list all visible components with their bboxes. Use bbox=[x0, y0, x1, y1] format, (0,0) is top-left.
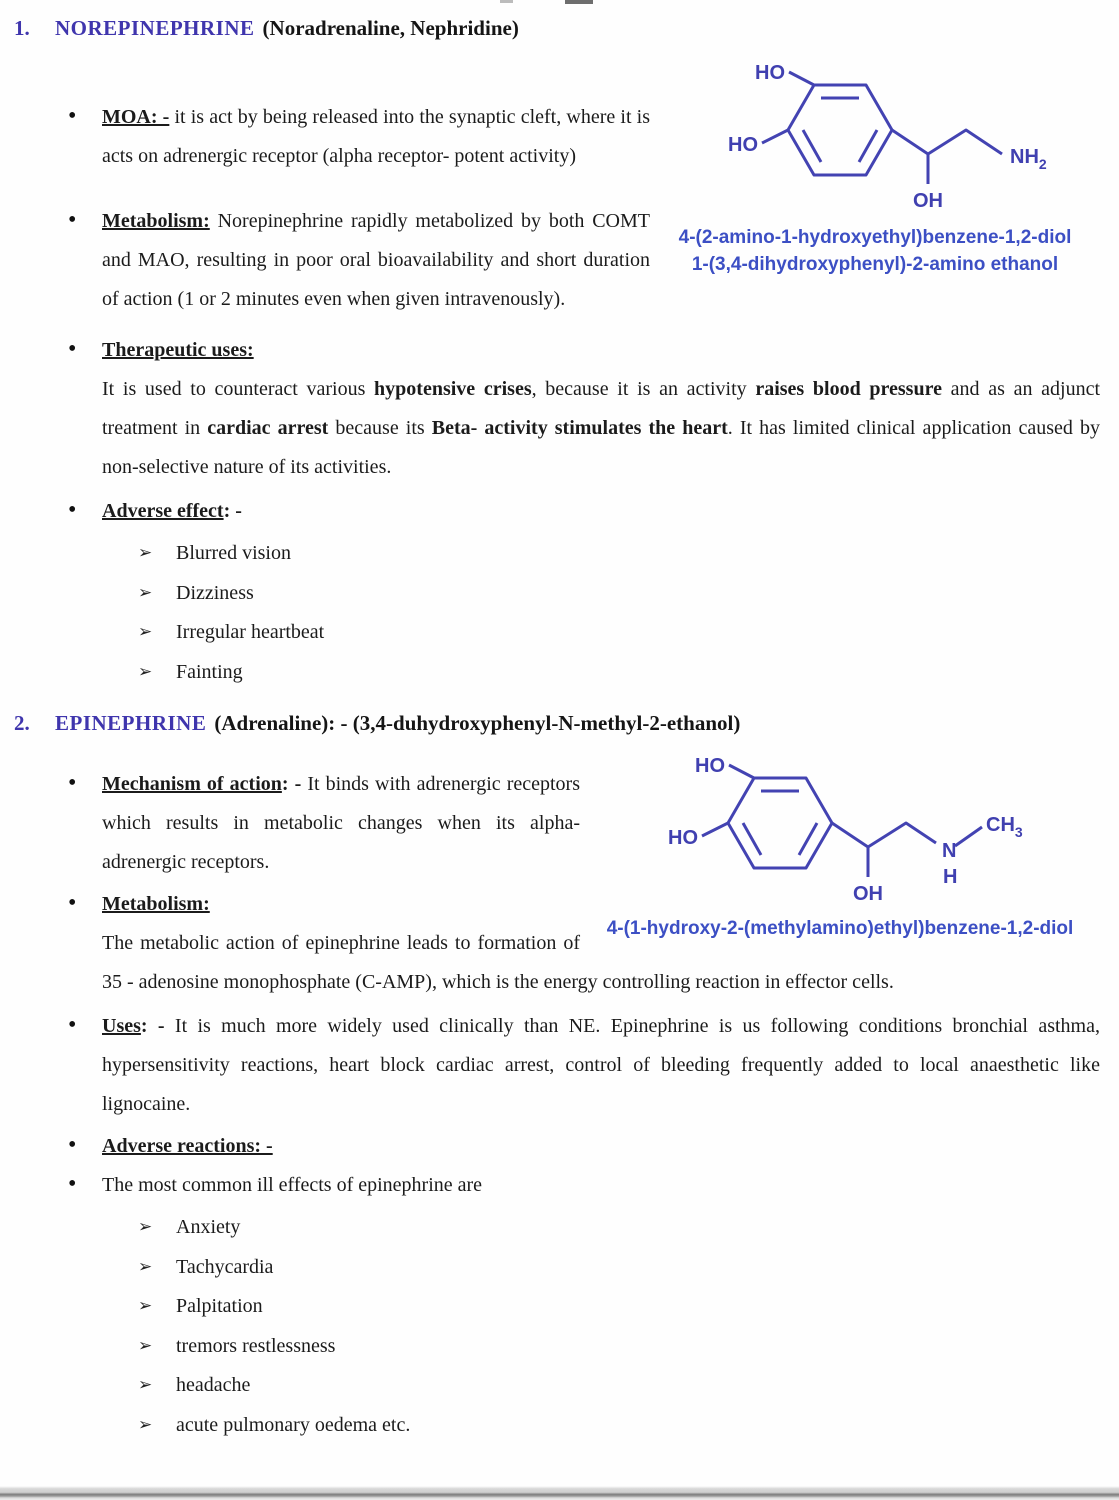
structure-caption-1: 4-(2-amino-1-hydroxyethyl)benzene-1,2-diol bbox=[678, 227, 1072, 248]
common-ill-effects-item bbox=[68, 1166, 1100, 1205]
therapeutic-uses-label: Therapeutic uses: bbox=[102, 339, 254, 361]
ill-effects-list bbox=[14, 1208, 1100, 1445]
list-item-label: Anxiety bbox=[176, 1216, 241, 1238]
arrow-icon: ➢ bbox=[138, 661, 153, 682]
atom-label-ho-top: HO bbox=[695, 755, 725, 777]
top-edge-artifact bbox=[565, 0, 593, 4]
adverse-effect-label: Adverse effect bbox=[102, 500, 224, 522]
uses-label: Uses bbox=[102, 1015, 141, 1037]
list-item bbox=[138, 1248, 1100, 1288]
list-item bbox=[138, 1327, 1100, 1367]
text-run-bold: hypotensive crises bbox=[374, 378, 532, 400]
atom-label-h: H bbox=[943, 866, 958, 888]
section-1-heading bbox=[14, 14, 1100, 42]
therapeutic-uses-item bbox=[68, 331, 1100, 370]
moa-label: MOA: - bbox=[102, 106, 170, 128]
list-item-label: headache bbox=[176, 1374, 251, 1396]
metabolism-item bbox=[68, 202, 1100, 319]
atom-label-n: N bbox=[942, 840, 957, 862]
list-item bbox=[138, 1406, 1100, 1446]
heading-number: 1. bbox=[14, 16, 30, 40]
arrow-icon: ➢ bbox=[138, 1414, 153, 1435]
bullet-icon: • bbox=[68, 890, 77, 916]
list-item-label: acute pulmonary oedema etc. bbox=[176, 1413, 411, 1436]
bullet-icon: • bbox=[68, 103, 77, 129]
therapeutic-uses-paragraph bbox=[102, 370, 1100, 487]
bullet-icon: • bbox=[68, 336, 77, 362]
arrow-icon: ➢ bbox=[138, 1296, 153, 1316]
adverse-effect-list bbox=[14, 534, 1100, 692]
moa-text: it is act by being released into the synaptic cleft, where it is acts on adrenergic receptor (alpha receptor- potent activity) bbox=[102, 106, 650, 167]
mechanism-colon: : - bbox=[281, 773, 302, 795]
arrow-icon: ➢ bbox=[138, 1375, 153, 1395]
uses-text: It is much more widely used clinically than NE. Epinephrine is us following conditions bronchial asthma, hypersensitivity reactions, heart block cardiac arrest, control of bleeding frequently added to local anaesthetic like lignocaine. bbox=[102, 1015, 1100, 1115]
arrow-icon: ➢ bbox=[138, 582, 153, 603]
heading-title: EPINEPHRINE bbox=[55, 711, 207, 735]
atom-label-nh2: $NH_2$ bbox=[1010, 146, 1047, 172]
bullet-icon: • bbox=[68, 1171, 77, 1197]
text-run-bold: Beta- activity stimulates the heart bbox=[431, 417, 728, 439]
text-run: , because it is an activity bbox=[531, 378, 756, 400]
adverse-reactions-item bbox=[68, 1127, 1100, 1166]
atom-label-ho-bottom: HO bbox=[728, 134, 758, 156]
metabolism-label: Metabolism: bbox=[102, 210, 210, 232]
metabolism2-paragraph: The metabolic action of epinephrine leads to formation of 35 - adenosine monophosphate (C-AMP), which is the energy controlling reaction in effector cells. bbox=[102, 932, 894, 993]
heading-title: NOREPINEPHRINE bbox=[55, 16, 255, 40]
list-item bbox=[138, 1287, 1100, 1327]
metabolism2-label: Metabolism: bbox=[102, 893, 210, 915]
structure-caption-2: 1-(3,4-dihydroxyphenyl)-2-amino ethanol bbox=[691, 254, 1059, 275]
arrow-icon: ➢ bbox=[138, 1335, 153, 1356]
list-item bbox=[138, 653, 1100, 693]
arrow-icon: ➢ bbox=[138, 1217, 153, 1237]
bullet-icon: • bbox=[68, 1012, 77, 1038]
text-run: . It has limited clinical application caused by non-selective nature of its activities. bbox=[102, 417, 1100, 478]
arrow-icon: ➢ bbox=[138, 543, 153, 563]
uses-item bbox=[68, 1007, 1100, 1124]
adverse-effect-colon: : - bbox=[223, 500, 242, 522]
list-item-label: Irregular heartbeat bbox=[176, 621, 325, 643]
list-item-label: Blurred vision bbox=[176, 542, 291, 564]
metabolism-text: Norepinephrine rapidly metabolized by both COMT and MAO, resulting in poor oral bioavailability and short duration of action (1 or 2 minutes even when given intravenously). bbox=[102, 210, 650, 310]
mechanism-text: It binds with adrenergic receptors which results in metabolic changes when its alpha-adrenergic receptors. bbox=[102, 773, 580, 873]
top-edge-artifact bbox=[500, 0, 513, 3]
bullet-icon: • bbox=[68, 1132, 77, 1158]
text-run: and as an adjunct treatment in bbox=[102, 378, 1101, 439]
list-item bbox=[138, 1366, 1100, 1406]
heading-subtitle: (Adrenaline): - (3,4-duhydroxyphenyl-N-methyl-2-ethanol) bbox=[214, 711, 741, 735]
page-bottom-edge bbox=[0, 1486, 1119, 1500]
atom-label-ho-top: HO bbox=[755, 62, 785, 84]
list-item bbox=[138, 574, 1100, 614]
uses-colon: : - bbox=[140, 1015, 165, 1037]
atom-label-oh: OH bbox=[853, 883, 883, 905]
mechanism-item bbox=[68, 765, 1100, 882]
atom-label-oh: OH bbox=[913, 190, 943, 212]
heading-number: 2. bbox=[14, 711, 30, 735]
section-2-heading bbox=[14, 709, 1100, 737]
metabolism2-item bbox=[68, 885, 1100, 924]
list-item-label: Tachycardia bbox=[176, 1255, 274, 1278]
atom-label-ho-bottom: HO bbox=[668, 827, 698, 849]
list-item-label: Palpitation bbox=[176, 1295, 263, 1317]
list-item-label: Dizziness bbox=[176, 581, 254, 604]
list-item bbox=[138, 613, 1100, 653]
bullet-icon: • bbox=[68, 207, 77, 233]
adverse-reactions-label: Adverse reactions: - bbox=[102, 1135, 273, 1157]
text-run-bold: raises blood pressure bbox=[755, 378, 942, 400]
list-item bbox=[138, 534, 1100, 574]
text-run-bold: cardiac arrest bbox=[207, 417, 329, 439]
arrow-icon: ➢ bbox=[138, 622, 153, 642]
bullet-icon: • bbox=[68, 497, 77, 523]
list-item-label: tremors restlessness bbox=[176, 1334, 336, 1357]
adverse-effect-item bbox=[68, 492, 1100, 531]
bullet-icon: • bbox=[68, 770, 77, 796]
text-run: because its bbox=[328, 417, 432, 439]
mechanism-label: Mechanism of action bbox=[102, 773, 282, 795]
heading-subtitle: (Noradrenaline, Nephridine) bbox=[262, 16, 519, 40]
moa-item bbox=[68, 98, 1100, 176]
text-run: It is used to counteract various bbox=[102, 378, 375, 400]
common-ill-effects-text: The most common ill effects of epinephrine are bbox=[102, 1174, 483, 1196]
list-item-label: Fainting bbox=[176, 660, 243, 683]
list-item bbox=[138, 1208, 1100, 1248]
arrow-icon: ➢ bbox=[138, 1256, 153, 1277]
atom-label-ch3: $CH_3$ bbox=[986, 814, 1023, 840]
structure-caption-epinephrine: 4-(1-hydroxy-2-(methylamino)ethyl)benzene-1,2-diol bbox=[606, 918, 1074, 939]
